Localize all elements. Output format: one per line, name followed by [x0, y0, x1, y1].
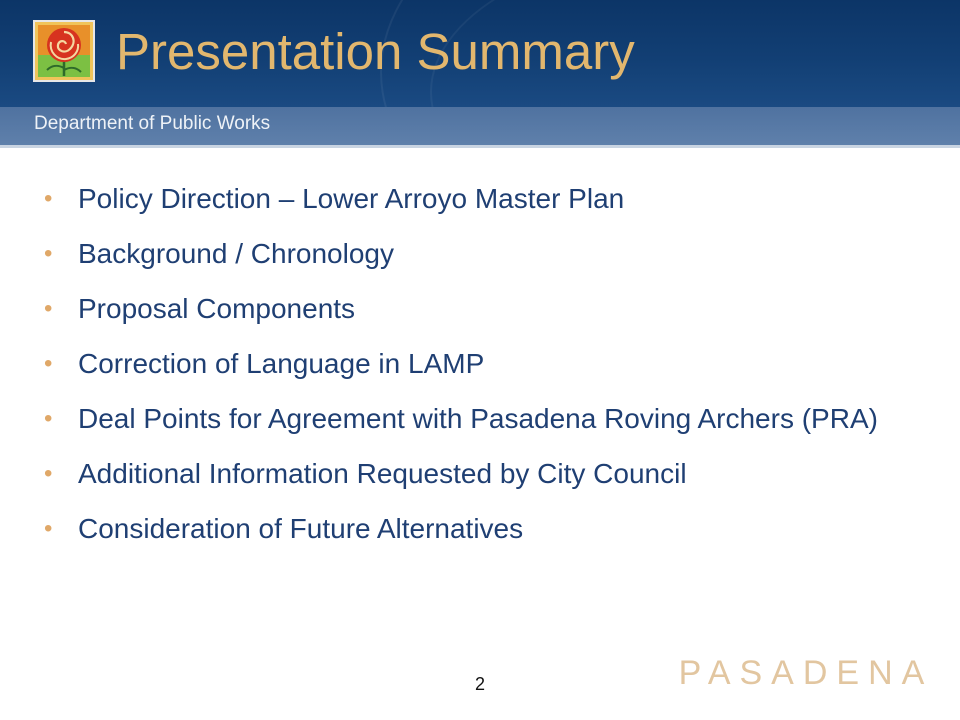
page-number: 2	[474, 674, 485, 694]
list-item	[44, 512, 924, 546]
list-item	[44, 292, 924, 326]
list-item-text: Correction of Language in LAMP	[78, 348, 485, 379]
list-item-text: Consideration of Future Alternatives	[78, 513, 524, 544]
wordmark-text: PASADENA	[678, 654, 934, 690]
department-label: Department of Public Works	[34, 113, 271, 134]
pasadena-wordmark-logo	[676, 654, 936, 690]
summary-list	[44, 182, 924, 567]
pasadena-rose-logo-icon	[33, 20, 95, 82]
list-item	[44, 237, 924, 271]
list-item-text: Background / Chronology	[78, 238, 394, 269]
list-item-text: Policy Direction – Lower Arroyo Master Plan	[78, 183, 625, 214]
bullet-marker: •	[44, 515, 53, 542]
divider	[0, 145, 960, 148]
bullet-marker: •	[44, 295, 53, 322]
list-item	[44, 347, 924, 381]
bullet-marker: •	[44, 405, 53, 432]
list-item	[44, 402, 924, 436]
bullet-marker: •	[44, 350, 53, 377]
list-item-text: Deal Points for Agreement with Pasadena Roving Archers (PRA)	[78, 403, 878, 434]
list-item	[44, 182, 924, 216]
bullet-marker: •	[44, 460, 53, 487]
list-item-text: Proposal Components	[78, 293, 356, 324]
slide-title: Presentation Summary	[116, 23, 635, 80]
list-item	[44, 457, 924, 491]
list-item-text: Additional Information Requested by City Council	[78, 458, 687, 489]
bullet-marker: •	[44, 240, 53, 267]
bullet-marker: •	[44, 185, 53, 212]
